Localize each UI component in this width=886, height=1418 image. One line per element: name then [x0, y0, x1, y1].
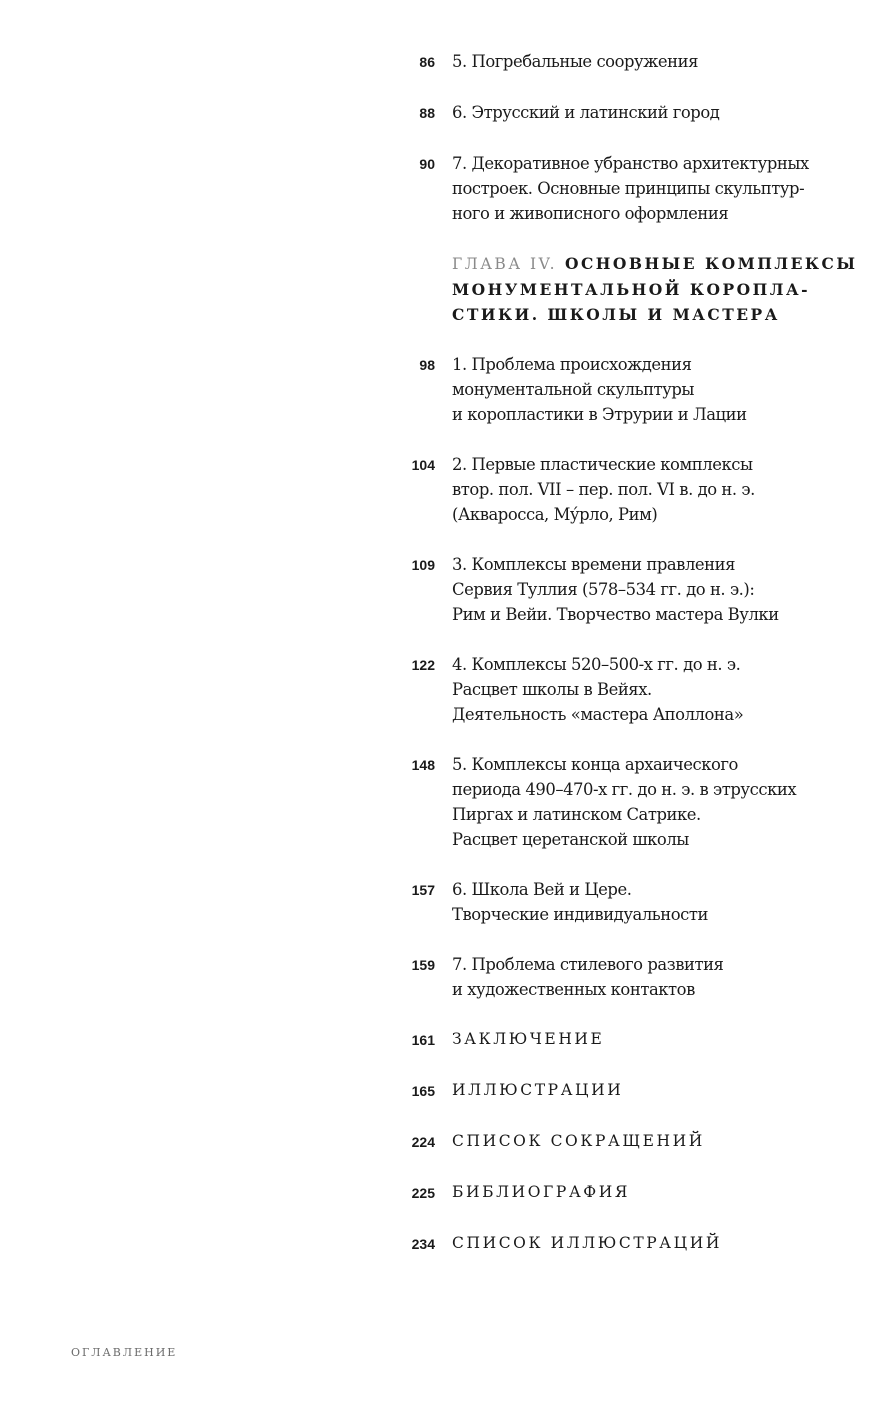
- page-number: 86: [419, 54, 435, 70]
- entry-title-line: построек. Основные принципы скульптур-: [452, 179, 805, 198]
- page-number: 109: [411, 557, 435, 573]
- chapter-label: ГЛАВА IV.: [452, 255, 558, 273]
- entry-title: [452, 452, 755, 527]
- page-number: 161: [411, 1032, 435, 1048]
- toc-entry[interactable]: [395, 100, 865, 126]
- entry-title-line: 4. Комплексы 520–500-х гг. до н. э.: [452, 655, 741, 674]
- page-number: 98: [419, 357, 435, 373]
- section-title: БИБЛИОГРАФИЯ: [452, 1183, 630, 1201]
- page-number: 234: [411, 1236, 435, 1252]
- entry-title-line: 5. Комплексы конца архаического: [452, 755, 738, 774]
- page-number: 148: [411, 757, 435, 773]
- entry-title: [452, 151, 809, 226]
- entry-title-line: 5. Погребальные сооружения: [452, 52, 698, 71]
- section-title: ИЛЛЮСТРАЦИИ: [452, 1081, 624, 1099]
- entry-title-line: Деятельность «мастера Аполлона»: [452, 705, 744, 724]
- entry-title-line: периода 490–470-х гг. до н. э. в этрусских: [452, 780, 797, 799]
- page-number: 225: [411, 1185, 435, 1201]
- entry-title: [452, 952, 723, 1002]
- page-number: 165: [411, 1083, 435, 1099]
- entry-title-line: и художественных контактов: [452, 980, 695, 999]
- toc-entry[interactable]: [395, 877, 865, 927]
- chapter-title-line: ОСНОВНЫЕ КОМПЛЕКСЫ: [564, 254, 858, 273]
- entry-title-line: 6. Школа Вей и Цере.: [452, 880, 632, 899]
- toc-entry[interactable]: [395, 151, 865, 226]
- entry-title-line: ного и живописного оформления: [452, 204, 729, 223]
- entry-title-line: втор. пол. VII – пер. пол. VI в. до н. э.: [452, 480, 755, 499]
- toc-section[interactable]: [395, 1129, 865, 1155]
- chapter-title-line: СТИКИ. ШКОЛЫ И МАСТЕРА: [452, 305, 780, 324]
- entry-title-line: и коропластики в Этрурии и Лации: [452, 405, 747, 424]
- page-number: 88: [419, 105, 435, 121]
- page-number: 104: [411, 457, 435, 473]
- entry-title-line: Расцвет школы в Вейях.: [452, 680, 652, 699]
- entry-title: [452, 652, 743, 727]
- section-title: СПИСОК СОКРАЩЕНИЙ: [452, 1132, 705, 1150]
- page-number: 157: [411, 882, 435, 898]
- chapter-title-line: МОНУМЕНТАЛЬНОЙ КОРОПЛА-: [452, 280, 811, 299]
- toc-entry[interactable]: [395, 452, 865, 527]
- page-number: 122: [411, 657, 435, 673]
- entry-title-line: Расцвет церетанской школы: [452, 830, 689, 849]
- entry-title-line: Рим и Вейи. Творчество мастера Вулки: [452, 605, 779, 624]
- chapter-heading: [452, 251, 865, 327]
- toc-section[interactable]: [395, 1027, 865, 1053]
- section-title: СПИСОК ИЛЛЮСТРАЦИЙ: [452, 1234, 722, 1252]
- entry-title-line: Сервия Туллия (578–534 гг. до н. э.):: [452, 580, 755, 599]
- toc-section[interactable]: [395, 1231, 865, 1257]
- entry-title-line: (Акваросса, Му́рло, Рим): [452, 505, 658, 524]
- entry-title-line: 2. Первые пластические комплексы: [452, 455, 753, 474]
- entry-title-line: 3. Комплексы времени правления: [452, 555, 736, 574]
- toc-entry[interactable]: [395, 652, 865, 727]
- entry-title-line: 7. Декоративное убранство архитектурных: [452, 154, 809, 173]
- table-of-contents: [395, 49, 865, 1282]
- toc-entry[interactable]: [395, 952, 865, 1002]
- section-title: ЗАКЛЮЧЕНИЕ: [452, 1030, 605, 1048]
- entry-title-line: 7. Проблема стилевого развития: [452, 955, 724, 974]
- entry-title: [452, 49, 698, 74]
- toc-entry[interactable]: [395, 552, 865, 627]
- toc-entry[interactable]: [395, 352, 865, 427]
- entry-title: [452, 877, 708, 927]
- running-footer: ОГЛАВЛЕНИЕ: [71, 1346, 178, 1359]
- entry-title-line: Творческие индивидуальности: [452, 905, 708, 924]
- entry-title-line: монументальной скульптуры: [452, 380, 694, 399]
- entry-title: [452, 752, 796, 852]
- entry-title-line: 6. Этрусский и латинский город: [452, 103, 720, 122]
- toc-entry[interactable]: [395, 752, 865, 852]
- page-number: 159: [411, 957, 435, 973]
- entry-title: [452, 352, 747, 427]
- entry-title: [452, 100, 719, 125]
- toc-section[interactable]: [395, 1078, 865, 1104]
- entry-title-line: Пиргах и латинском Сатрике.: [452, 805, 701, 824]
- entry-title: [452, 552, 779, 627]
- page-number: 90: [419, 156, 435, 172]
- toc-section[interactable]: [395, 1180, 865, 1206]
- entry-title-line: 1. Проблема происхождения: [452, 355, 692, 374]
- toc-entry[interactable]: [395, 49, 865, 75]
- page-number: 224: [411, 1134, 435, 1150]
